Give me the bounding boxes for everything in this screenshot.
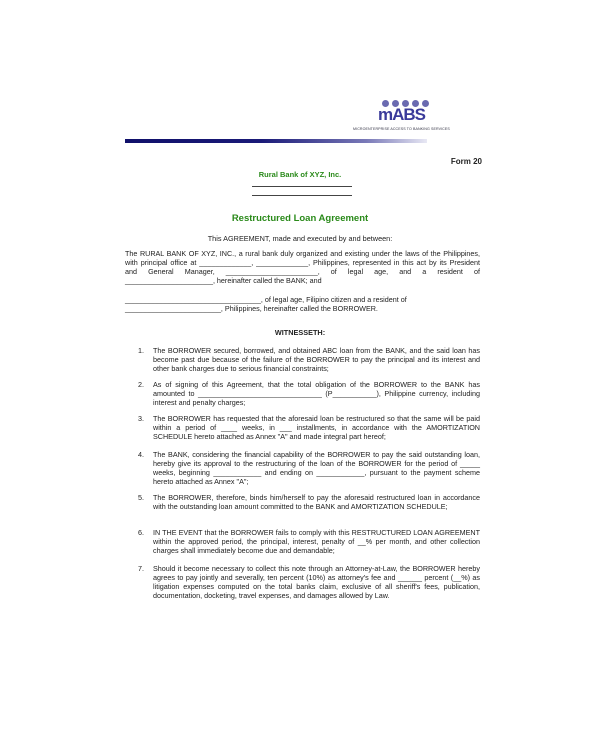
clause-item bbox=[138, 528, 480, 555]
mabs-logo bbox=[353, 100, 478, 136]
clause-item bbox=[138, 414, 480, 441]
clause-item bbox=[138, 493, 480, 511]
clause-text: The BORROWER secured, borrowed, and obtained ABC loan from the BANK, and the said loan has become past due because of the failure of the BORROWER to pay the principal and its interest and other bank charges due to serious financial constraints; bbox=[153, 346, 480, 373]
clause-number: 1. bbox=[138, 346, 144, 355]
clause-number: 3. bbox=[138, 414, 144, 423]
logo-mark: mABS bbox=[378, 105, 426, 124]
clause-number: 2. bbox=[138, 380, 144, 389]
form-label: Form 20 bbox=[450, 157, 482, 166]
address-line-1 bbox=[252, 186, 352, 187]
clause-item bbox=[138, 380, 480, 407]
clause-text: The BANK, considering the financial capability of the BORROWER to pay the said outstanding loan, hereby give its approval to the restructuring of the loan of the BORROWER for the period of _____ weeks, beginning ____________ and ending on ____________, pursuant to the payment scheme hereto attached as Annex "A"; bbox=[153, 450, 480, 486]
address-line-2 bbox=[252, 195, 352, 196]
party-borrower-line-2: ________________________, Philippines, hereinafter called the BORROWER. bbox=[125, 304, 378, 313]
clause-text: Should it become necessary to collect this note through an Attorney-at-Law, the BORROWER hereby agrees to pay jointly and severally, ten percent (10%) as attorney's fee and ______ percent (__%) as litigation expenses computed on the total banks claim, exclusive of all sheriff's fees, publication, documentation, docketing, travel expenses, and damages allowed by Law. bbox=[153, 564, 480, 600]
clause-number: 7. bbox=[138, 564, 144, 573]
clause-text: As of signing of this Agreement, that the total obligation of the BORROWER to the BANK has amounted to _______________________________ (P___________), Philippine currency, including interest and penalty charges; bbox=[153, 380, 480, 407]
logo-tagline: MICROENTERPRISE ACCESS TO BANKING SERVICES bbox=[353, 127, 450, 131]
bank-name: Rural Bank of XYZ, Inc. bbox=[258, 170, 342, 179]
clause-number: 6. bbox=[138, 528, 144, 537]
clause-text: The BORROWER has requested that the aforesaid loan be restructured so that the same will be paid within a period of ____ weeks, in ___ installments, in accordance with the AMORTIZATION SCHEDULE hereto attached as Annex "A" and made integral part hereof; bbox=[153, 414, 480, 441]
clause-number: 5. bbox=[138, 493, 144, 502]
witnesseth-heading: WITNESSETH: bbox=[274, 328, 326, 337]
intro-text: This AGREEMENT, made and executed by and between: bbox=[207, 234, 393, 243]
party-bank-paragraph: The RURAL BANK OF XYZ, INC., a rural bank duly organized and existing under the laws of the Philippines, with principal office at _____________, _____________, Philippines, represented in this act by its President and General Manager, _______________________, of legal age, and a resident of ______________________, hereinafter called the BANK; and bbox=[125, 249, 480, 285]
document-title: Restructured Loan Agreement bbox=[231, 213, 369, 224]
clause-text: IN THE EVENT that the BORROWER fails to comply with this RESTRUCTURED LOAN AGREEMENT within the approved period, the principal, interest, penalty of __% per month, and other collection charges shall immediately become due and demandable; bbox=[153, 528, 480, 555]
party-borrower-line-1: __________________________________, of legal age, Filipino citizen and a resident of bbox=[125, 295, 407, 304]
clause-item bbox=[138, 450, 480, 486]
clause-number: 4. bbox=[138, 450, 144, 459]
clause-item bbox=[138, 346, 480, 373]
clause-item bbox=[138, 564, 480, 600]
clause-text: The BORROWER, therefore, binds him/herself to pay the aforesaid restructured loan in accordance with the outstanding loan amount committed to the BANK and AMORTIZATION SCHEDULE; bbox=[153, 493, 480, 511]
header-rule bbox=[125, 139, 427, 143]
